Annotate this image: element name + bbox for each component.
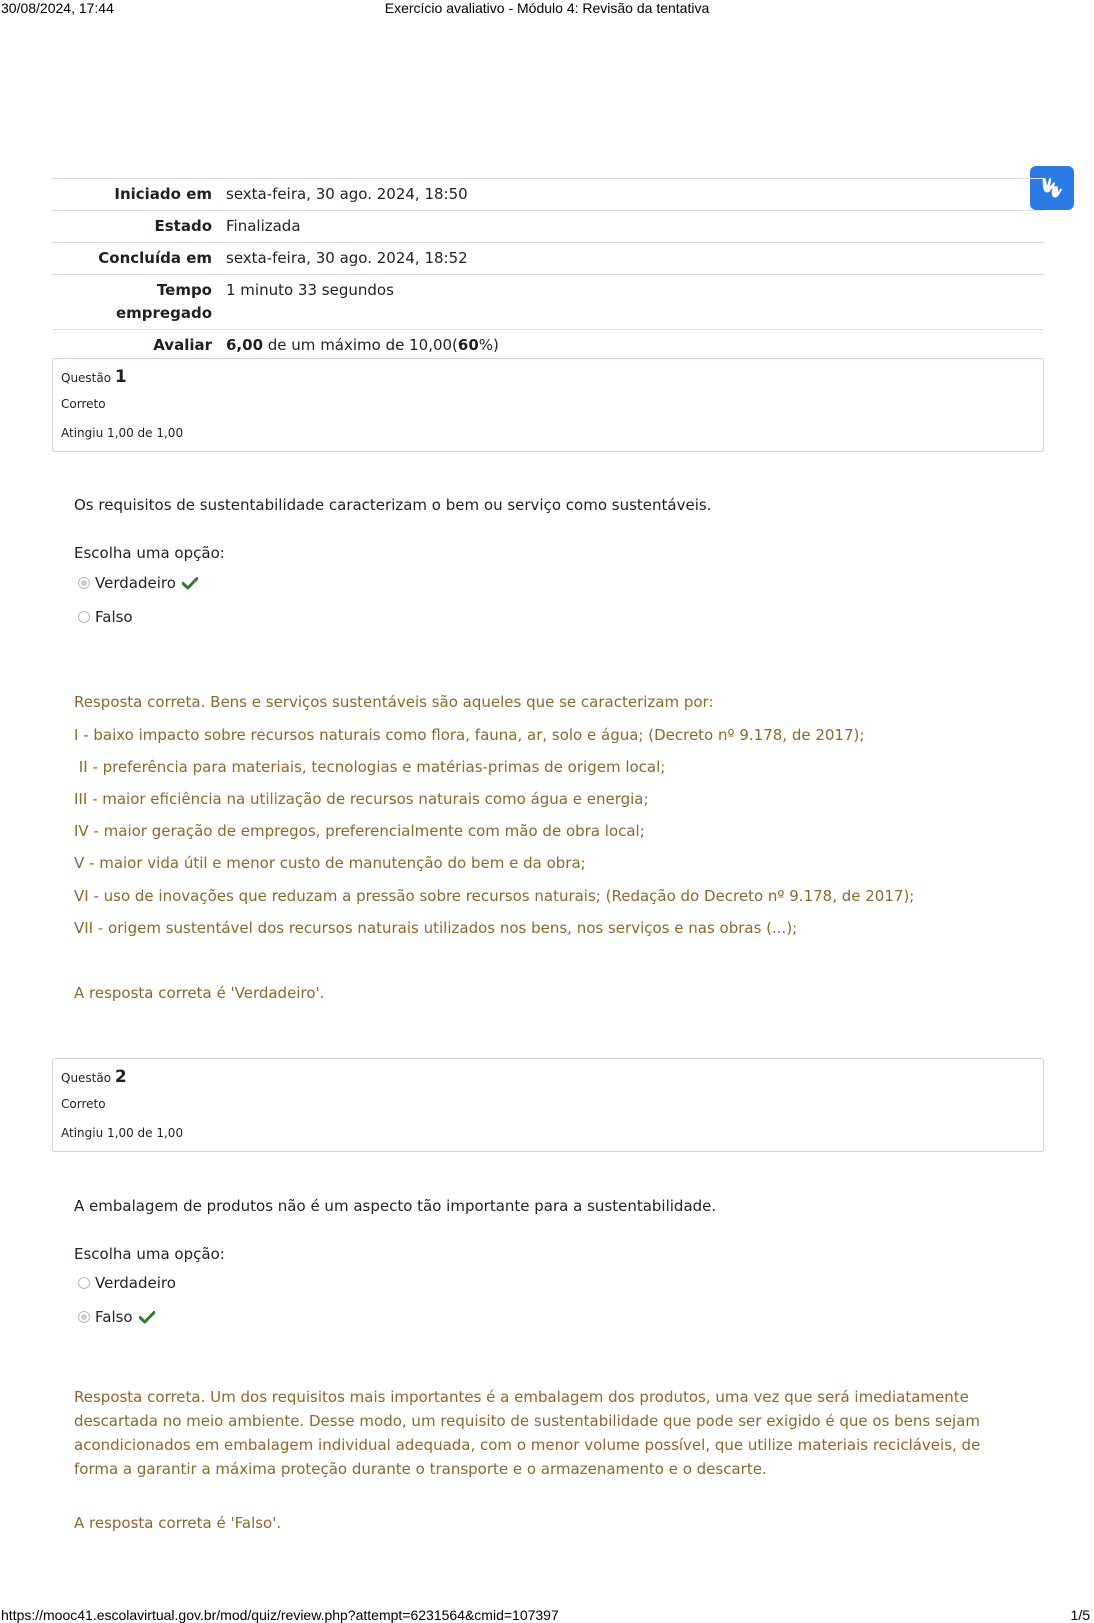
feedback-line: II - preferência para materiais, tecnologias e matérias-primas de origem local; xyxy=(74,758,666,776)
print-url: https://mooc41.escolavirtual.gov.br/mod/quiz/review.php?attempt=6231564&cmid=107397 xyxy=(1,1607,559,1623)
feedback-line: Resposta correta. Bens e serviços sustentáveis são aqueles que se caracterizam por: xyxy=(74,693,714,711)
check-icon xyxy=(139,1310,155,1324)
answer-prompt-1: Escolha uma opção: xyxy=(74,544,225,562)
feedback-2: Resposta correta. Um dos requisitos mais importantes é a embalagem dos produtos, uma vez que será imediatamente descartada no meio ambiente. Desse modo, um requisito de sustentabilidade que pode ser exigido é que os bens sejam acondicionados em embalagem individual adequada, com o menor volume possível, que utilize materiais recicláveis, de forma a garantir a máxima proteção durante o transporte e o armazenamento e o descarte. xyxy=(74,1388,981,1478)
print-header xyxy=(0,0,1094,16)
summary-row-state xyxy=(52,211,1044,243)
right-answer-2: A resposta correta é 'Falso'. xyxy=(74,1514,282,1532)
summary-row-time-taken xyxy=(52,275,1044,330)
radio-selected[interactable] xyxy=(78,577,90,589)
question-number: Questão 2 xyxy=(61,1067,127,1087)
radio-unselected[interactable] xyxy=(78,611,90,623)
print-page-number: 1/5 xyxy=(1070,1607,1090,1623)
option-label: Verdadeiro xyxy=(95,1274,176,1292)
summary-label: Iniciado em xyxy=(52,179,219,211)
print-footer xyxy=(0,1607,1094,1623)
question-state: Correto xyxy=(61,1097,106,1111)
option-verdadeiro-q1[interactable] xyxy=(78,574,198,592)
summary-row-completed xyxy=(52,243,1044,275)
check-icon xyxy=(182,576,198,590)
question-state: Correto xyxy=(61,397,106,411)
radio-unselected[interactable] xyxy=(78,1277,90,1289)
right-answer-1: A resposta correta é 'Verdadeiro'. xyxy=(74,984,325,1002)
summary-row-started xyxy=(52,179,1044,211)
grade-mid: de um máximo de 10,00( xyxy=(263,336,458,354)
feedback-line: IV - maior geração de empregos, preferencialmente com mão de obra local; xyxy=(74,822,645,840)
summary-row-grade xyxy=(52,330,1044,362)
grade-score: 6,00 xyxy=(226,336,264,354)
option-label: Falso xyxy=(95,608,133,626)
summary-value: Finalizada xyxy=(219,211,1044,243)
radio-selected[interactable] xyxy=(78,1311,90,1323)
feedback-line: V - maior vida útil e menor custo de manutenção do bem e da obra; xyxy=(74,854,586,872)
question-info-1 xyxy=(52,358,1044,452)
summary-label: Avaliar xyxy=(52,330,219,362)
question-text-1: Os requisitos de sustentabilidade caracterizam o bem ou serviço como sustentáveis. xyxy=(74,496,712,514)
feedback-line: VI - uso de inovações que reduzam a pressão sobre recursos naturais; (Redação do Decreto nº 9.178, de 2017); xyxy=(74,887,915,905)
summary-value: 1 minuto 33 segundos xyxy=(219,275,1044,330)
question-number: Questão 1 xyxy=(61,367,127,387)
summary-value: sexta-feira, 30 ago. 2024, 18:52 xyxy=(219,243,1044,275)
feedback-line: VII - origem sustentável dos recursos naturais utilizados nos bens, nos serviços e nas obras (...); xyxy=(74,919,798,937)
question-grade: Atingiu 1,00 de 1,00 xyxy=(61,426,184,440)
feedback-line: I - baixo impacto sobre recursos naturais como flora, fauna, ar, solo e água; (Decreto nº 9.178, de 2017); xyxy=(74,726,865,744)
summary-value: sexta-feira, 30 ago. 2024, 18:50 xyxy=(219,179,1044,211)
option-label: Falso xyxy=(95,1308,133,1326)
answer-prompt-2: Escolha uma opção: xyxy=(74,1245,225,1263)
option-verdadeiro-q2[interactable] xyxy=(78,1274,176,1292)
option-falso-q1[interactable] xyxy=(78,608,133,626)
summary-label: Concluída em xyxy=(52,243,219,275)
print-page-title: Exercício avaliativo - Módulo 4: Revisão da tentativa xyxy=(384,0,710,16)
option-falso-q2[interactable] xyxy=(78,1308,155,1326)
attempt-summary-table xyxy=(52,178,1044,361)
grade-end: %) xyxy=(478,336,499,354)
question-text-2: A embalagem de produtos não é um aspecto tão importante para a sustentabilidade. xyxy=(74,1197,717,1215)
summary-label: Estado xyxy=(52,211,219,243)
question-info-2 xyxy=(52,1058,1044,1152)
question-grade: Atingiu 1,00 de 1,00 xyxy=(61,1126,184,1140)
summary-value xyxy=(219,330,1044,362)
option-label: Verdadeiro xyxy=(95,574,176,592)
print-datetime: 30/08/2024, 17:44 xyxy=(1,0,114,16)
grade-percent: 60 xyxy=(457,336,479,354)
summary-label: Tempo empregado xyxy=(52,275,219,330)
feedback-line: III - maior eficiência na utilização de recursos naturais como água e energia; xyxy=(74,790,649,808)
